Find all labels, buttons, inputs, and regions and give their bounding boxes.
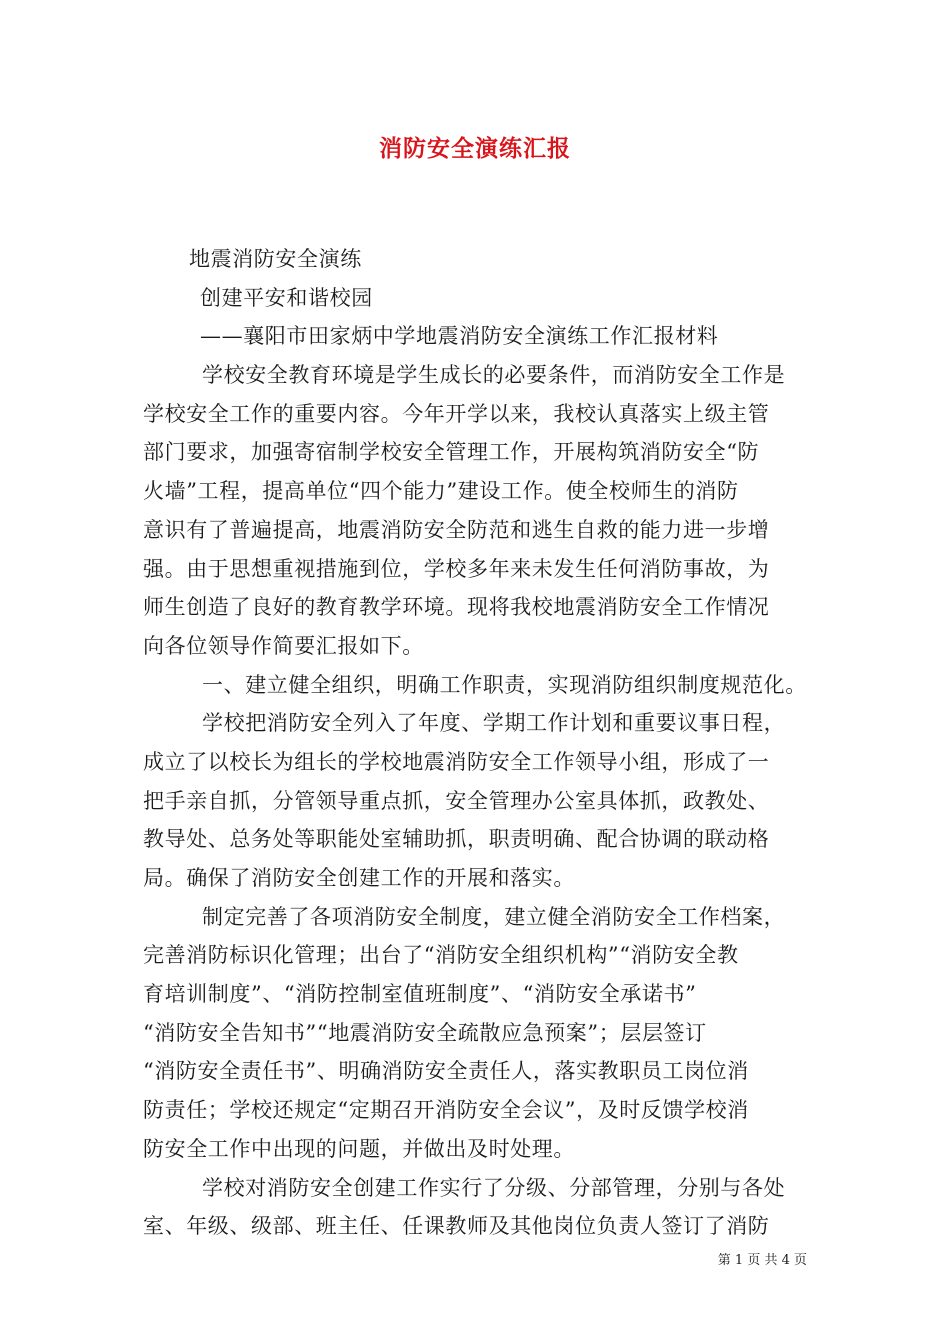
text-line: 把手亲自抓，分管领导重点抓，安全管理办公室具体抓，政教处、 xyxy=(143,788,770,813)
text-line: 室、年级、级部、班主任、任课教师及其他岗位负责人签订了消防 xyxy=(143,1214,770,1239)
text-line: 学校安全教育环境是学生成长的必要条件，而消防安全工作是 xyxy=(202,363,786,388)
text-line: 学校把消防安全列入了年度、学期工作计划和重要议事日程， xyxy=(202,711,786,736)
text-line: 火墙”工程，提高单位“四个能力”建设工作。使全校师生的消防 xyxy=(143,479,739,504)
text-line: 向各位领导作简要汇报如下。 xyxy=(143,633,424,658)
text-line: 意识有了普遍提高，地震消防安全防范和逃生自救的能力进一步增 xyxy=(143,517,770,542)
text-line: 学校对消防安全创建工作实行了分级、分部管理，分别与各处 xyxy=(202,1175,786,1200)
subtitle-line: 地震消防安全演练 xyxy=(189,247,362,271)
document-body xyxy=(143,240,811,1246)
text-line: 防安全工作中出现的问题，并做出及时处理。 xyxy=(143,1136,575,1161)
text-line: 部门要求，加强寄宿制学校安全管理工作，开展构筑消防安全“防 xyxy=(143,440,760,465)
page-number: 第 1 页 共 4 页 xyxy=(717,1253,807,1268)
text-line: 教导处、总务处等职能处室辅助抓，职责明确、配合协调的联动格 xyxy=(143,827,770,852)
text-line: “消防安全责任书”、明确消防安全责任人，落实教职员工岗位消 xyxy=(143,1059,749,1084)
subtitle-line: ——襄阳市田家炳中学地震消防安全演练工作汇报材料 xyxy=(200,324,719,349)
text-line: 完善消防标识化管理；出台了“消防安全组织机构”“消防安全教 xyxy=(143,943,739,968)
text-line: 制定完善了各项消防安全制度，建立健全消防安全工作档案， xyxy=(202,904,786,929)
text-line: 防责任；学校还规定“定期召开消防安全会议”，及时反馈学校消 xyxy=(143,1098,749,1123)
text-line: 局。确保了消防安全创建工作的开展和落实。 xyxy=(143,866,575,890)
text-line: 学校安全工作的重要内容。今年开学以来，我校认真落实上级主管 xyxy=(143,401,770,426)
text-line: 强。由于思想重视措施到位，学校多年来未发生任何消防事故，为 xyxy=(143,556,770,581)
text-line: 育培训制度”、“消防控制室值班制度”、“消防安全承诺书” xyxy=(143,982,697,1007)
text-line: 师生创造了良好的教育教学环境。现将我校地震消防安全工作情况 xyxy=(143,595,770,620)
subtitle-line: 创建平安和谐校园 xyxy=(200,285,373,310)
document-title: 消防安全演练汇报 xyxy=(379,135,571,162)
text-line: “消防安全告知书”“地震消防安全疏散应急预案”；层层签订 xyxy=(143,1020,707,1045)
section-heading: 一、建立健全组织，明确工作职责，实现消防组织制度规范化。 xyxy=(202,672,807,697)
text-line: 成立了以校长为组长的学校地震消防安全工作领导小组，形成了一 xyxy=(143,749,770,774)
